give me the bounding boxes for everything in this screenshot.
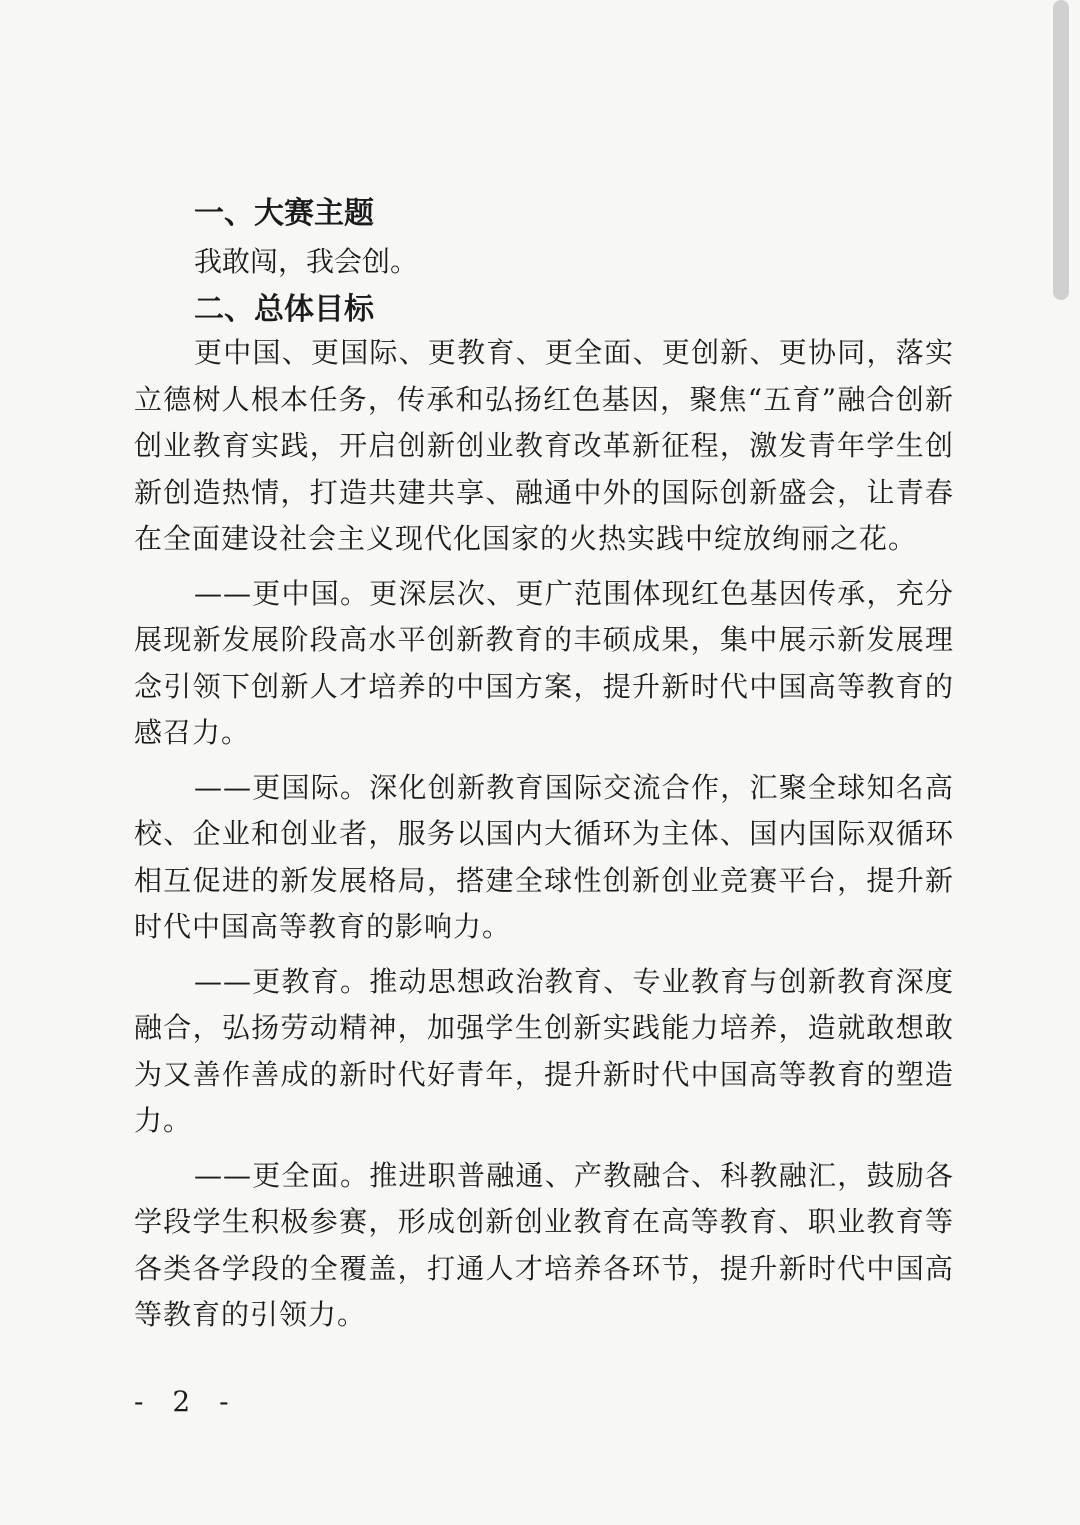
page-number: - 2 - (134, 1385, 239, 1418)
paragraph-more-comprehensive: ——更全面。推进职普融通、产教融合、科教融汇，鼓励各学段学生积极参赛，形成创新创业教育在高等教育、职业教育等各类各学段的全覆盖，打通人才培养各环节，提升新时代中国高等教育的引领力。 (134, 1158, 954, 1331)
paragraph-more-international: ——更国际。深化创新教育国际交流合作，汇聚全球知名高校、企业和创业者，服务以国内大循环为主体、国内国际双循环相互促进的新发展格局，搭建全球性创新创业竞赛平台，提升新时代中国高等教育的影响力。 (134, 770, 954, 943)
paragraph-more-education: ——更教育。推动思想政治教育、专业教育与创新教育深度融合，弘扬劳动精神，加强学生创新实践能力培养，造就敢想敢为又善作善成的新时代好青年，提升新时代中国高等教育的塑造力。 (134, 964, 954, 1137)
section2-heading: 二、总体目标 (194, 292, 374, 327)
section1-heading: 一、大赛主题 (194, 196, 374, 231)
paragraph-more-china: ——更中国。更深层次、更广范围体现红色基因传承，充分展现新发展阶段高水平创新教育的丰硕成果，集中展示新发展理念引领下创新人才培养的中国方案，提升新时代中国高等教育的感召力。 (134, 576, 954, 749)
document-body (134, 194, 954, 1339)
paragraph-overview: 更中国、更国际、更教育、更全面、更创新、更协同，落实立德树人根本任务，传承和弘扬红色基因，聚焦“五育”融合创新创业教育实践，开启创新创业教育改革新征程，激发青年学生创新创造热情，打造共建共享、融通中外的国际创新盛会，让青春在全面建设社会主义现代化国家的火热实践中绽放绚丽之花。 (134, 336, 954, 555)
section1-text: 我敢闯，我会创。 (194, 245, 419, 278)
scrollbar[interactable] (1053, 0, 1069, 300)
